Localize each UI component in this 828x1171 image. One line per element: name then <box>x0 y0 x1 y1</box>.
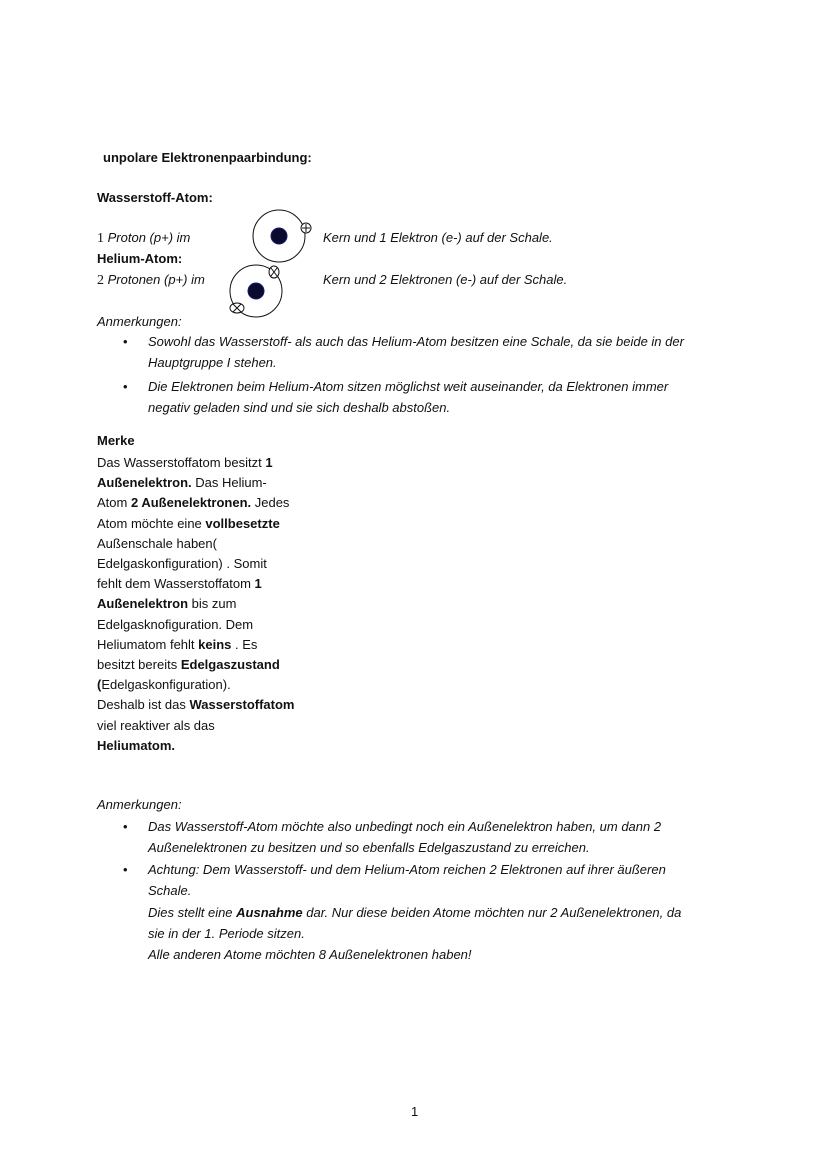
text-segment: Edelgaskonfiguration). <box>101 677 231 693</box>
bold-segment: vollbesetzte <box>205 515 280 531</box>
text-segment: . Es <box>231 636 258 652</box>
merke-line <box>97 516 280 532</box>
electron-icon <box>269 266 279 278</box>
text-segment: besitzt bereits <box>97 657 181 672</box>
bullet-icon: • <box>123 819 128 834</box>
page-number: 1 <box>411 1104 419 1119</box>
bold-segment: 2 Außenelektronen. <box>130 495 252 511</box>
helium-left-label: Protonen (p+) im <box>107 272 205 287</box>
electron-icon <box>230 303 244 313</box>
notes1-bullet1-line1: Sowohl das Wasserstoff- als auch das Helium-Atom besitzen eine Schale, da sie beide in der <box>148 334 684 349</box>
bold-segment: Außenelektron. <box>97 475 192 491</box>
exception-emphasis: Ausnahme <box>236 905 303 920</box>
text-segment: bis zum <box>188 596 237 612</box>
document-title: unpolare Elektronenpaarbindung: <box>103 150 312 165</box>
bold-segment: Heliumatom. <box>97 737 176 753</box>
text-segment: Atom möchte eine <box>97 515 206 531</box>
text-segment: fehlt dem Wasserstoffatom <box>97 576 255 592</box>
merke-line <box>97 536 217 552</box>
notes2-bullet1-line2: Außenelektronen zu besitzen und so ebenfalls Edelgaszustand zu erreichen. <box>148 840 590 855</box>
merke-line <box>97 556 267 572</box>
hydrogen-nucleus <box>271 228 287 244</box>
helium-right-text: Kern und 2 Elektronen (e-) auf der Schale. <box>323 272 568 287</box>
bold-segment: ( <box>97 677 102 693</box>
text-segment: Dies stellt eine <box>148 905 237 920</box>
merke-heading: Merke <box>97 433 135 448</box>
notes2-bullet2-line2: Schale. <box>148 883 192 898</box>
text-segment: Edelgasknofiguration. Dem <box>97 616 254 632</box>
text-segment: Jedes <box>251 495 290 511</box>
notes1-bullet2-line2: negativ geladen sind und sie sich deshalb abstoßen. <box>148 400 451 415</box>
hydrogen-left-label: Proton (p+) im <box>107 230 191 245</box>
helium-nucleus <box>248 283 264 299</box>
hydrogen-atom-diagram <box>253 210 311 262</box>
text-segment: Atom <box>97 495 131 511</box>
notes2-bullet2-line4: sie in der 1. Periode sitzen. <box>148 926 305 941</box>
text-segment: viel reaktiver als das <box>97 717 215 733</box>
notes1-bullet1-line2: Hauptgruppe I stehen. <box>148 355 277 370</box>
bullet-icon: • <box>123 379 128 394</box>
hydrogen-proton-count: 1 <box>97 231 104 246</box>
text-segment: Das Helium- <box>191 475 267 491</box>
electron-icon <box>301 223 311 233</box>
merke-line <box>97 677 231 693</box>
text-segment: Das Wasserstoffatom besitzt <box>97 455 266 470</box>
bold-segment: keins <box>198 636 232 652</box>
notes2-heading: Anmerkungen: <box>97 797 182 812</box>
notes1-bullet2-line1: Die Elektronen beim Helium-Atom sitzen möglichst weit auseinander, da Elektronen immer <box>148 379 669 394</box>
bullet-icon: • <box>123 862 128 877</box>
bold-segment: 1 <box>254 576 262 592</box>
bold-segment: Wasserstoffatom <box>189 697 295 713</box>
merke-line <box>97 475 267 491</box>
bullet-icon: • <box>123 334 128 349</box>
merke-line <box>97 657 280 673</box>
text-segment: Deshalb ist das <box>97 697 190 713</box>
bold-segment: 1 <box>265 455 273 470</box>
helium-heading: Helium-Atom: <box>97 251 183 266</box>
notes2-bullet1-line1: Das Wasserstoff-Atom möchte also unbedingt noch ein Außenelektron haben, um dann 2 <box>148 819 662 834</box>
bold-segment: Edelgaszustand <box>180 657 280 672</box>
text-segment: dar. Nur diese beiden Atome möchten nur 2 Außenelektronen, da <box>302 905 682 920</box>
merke-line <box>97 718 215 734</box>
notes2-bullet2-line1: Achtung: Dem Wasserstoff- und dem Helium-Atom reichen 2 Elektronen auf ihrer äußeren <box>148 862 666 877</box>
merke-line <box>97 596 236 612</box>
hydrogen-right-text: Kern und 1 Elektron (e-) auf der Schale. <box>323 230 553 245</box>
text-segment: Heliumatom fehlt <box>97 636 199 652</box>
merke-line <box>97 617 253 633</box>
helium-atom-diagram <box>230 265 282 317</box>
text-segment: Edelgaskonfiguration) . Somit <box>97 556 267 571</box>
merke-line <box>97 697 294 713</box>
text-segment: Außenschale haben( <box>97 535 217 551</box>
notes2-bullet2-line3 <box>148 905 681 921</box>
helium-proton-count: 2 <box>97 273 104 288</box>
notes1-heading: Anmerkungen: <box>97 314 182 329</box>
merke-line <box>97 637 257 653</box>
merke-line <box>97 576 262 592</box>
hydrogen-heading: Wasserstoff-Atom: <box>97 190 213 205</box>
merke-line <box>97 495 289 511</box>
notes2-bullet2-line5: Alle anderen Atome möchten 8 Außenelektronen haben! <box>148 947 472 962</box>
merke-line <box>97 738 175 754</box>
merke-line <box>97 455 273 471</box>
bold-segment: Außenelektron <box>97 596 189 612</box>
